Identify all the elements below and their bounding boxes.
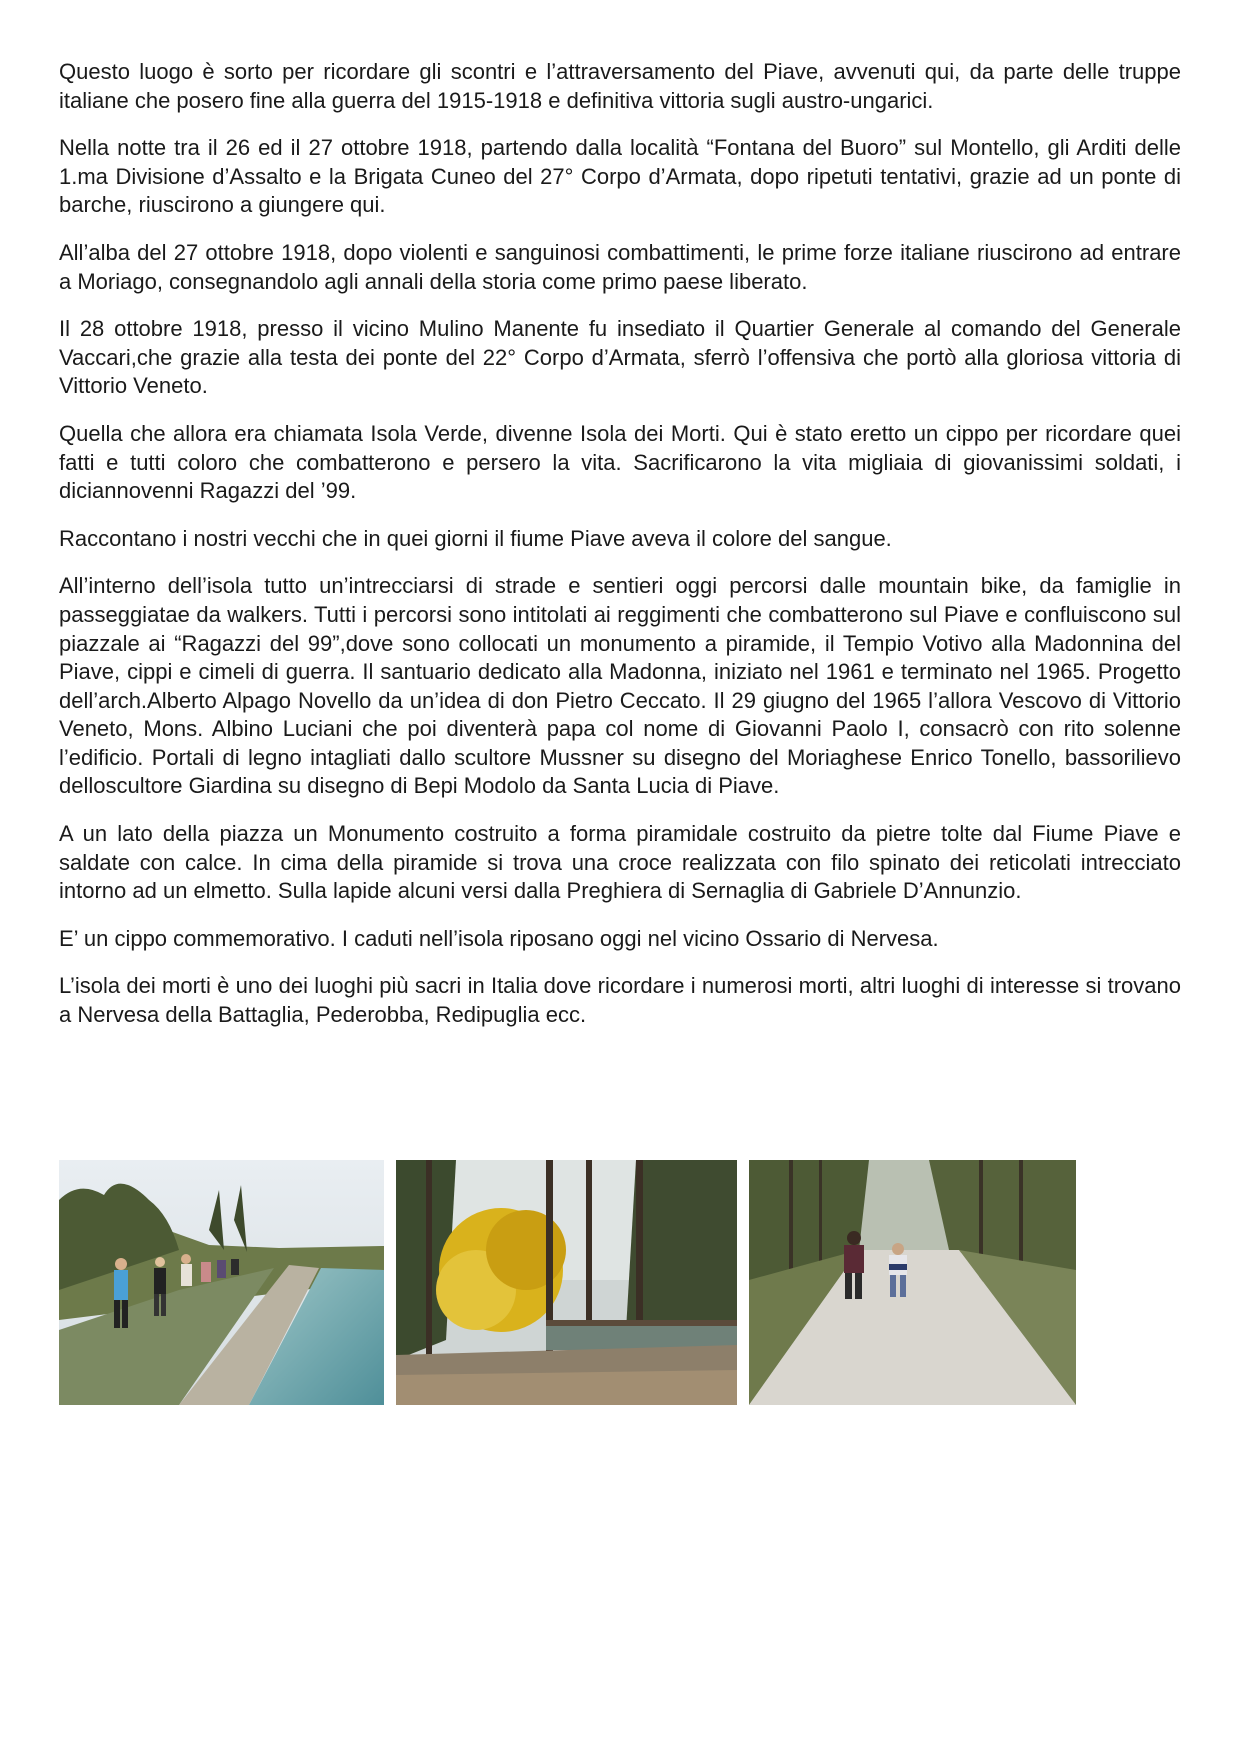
photo-autumn-pond xyxy=(396,1160,737,1405)
paragraph-1: Questo luogo è sorto per ricordare gli scontri e l’attraversamento del Piave, avvenuti qui, da parte delle truppe italiane che posero fine alla guerra del 1915-1918 e definitiva vittoria sugli austro-ungarici. xyxy=(59,59,1181,113)
photo-gravel-path xyxy=(749,1160,1076,1405)
paragraph-4: Il 28 ottobre 1918, presso il vicino Mulino Manente fu insediato il Quartier Generale al comando del Generale Vaccari,che grazie alla testa dei ponte del 22° Corpo d’Armata, sferrò l’offensiva che portò alla gloriosa vittoria di Vittorio Veneto. xyxy=(59,316,1181,399)
paragraph-7: All’interno dell’isola tutto un’intrecciarsi di strade e sentieri oggi percorsi dalle mountain bike, da famiglie in passeggiatae da walkers. Tutti i percorsi sono intitolati ai reggimenti che combatterono sul Piave e confluiscono sul piazzale ai “Ragazzi del 99”,dove sono collocati un monumento a piramide, il Tempio Votivo alla Madonnina del Piave, cippi e cimeli di guerra. Il santuario dedicato alla Madonna, iniziato nel 1961 e terminato nel 1965. Progetto dell’arch.Alberto Alpago Novello da un’idea di don Pietro Ceccato. Il 29 giugno del 1965 l’allora Vescovo di Vittorio Veneto, Mons. Albino Luciani che poi diventerà papa col nome di Giovanni Paolo I, consacrò con rito solenne l’edificio. Portali di legno intagliati dallo scultore Mussner su disegno del Moriaghese Enrico Tonello, bassorilievo delloscultore Giardina su disegno di Bepi Modolo da Santa Lucia di Piave. xyxy=(59,573,1181,799)
paragraph-2: Nella notte tra il 26 ed il 27 ottobre 1918, partendo dalla località “Fontana del Buoro” sul Montello, gli Arditi delle 1.ma Divisione d’Assalto e la Brigata Cuneo del 27° Corpo d’Armata, dopo ripetuti tentativi, grazie ad un ponte di barche, riuscirono a giungere qui. xyxy=(59,135,1181,218)
paragraph-9: E’ un cippo commemorativo. I caduti nell’isola riposano oggi nel vicino Ossario di Nervesa. xyxy=(59,925,939,951)
paragraph-5: Quella che allora era chiamata Isola Verde, divenne Isola dei Morti. Qui è stato eretto un cippo per ricordare quei fatti e tutti coloro che combatterono e persero la vita. Sacrificarono la vita migliaia di giovanissimi soldati, i diciannovenni Ragazzi del ’99. xyxy=(59,420,1181,504)
photo-walkers-canal xyxy=(59,1160,384,1405)
paragraph-10: L’isola dei morti è uno dei luoghi più sacri in Italia dove ricordare i numerosi morti, altri luoghi di interesse si trovano a Nervesa della Battaglia, Pederobba, Redipuglia ecc. xyxy=(59,973,1181,1028)
paragraph-3: All’alba del 27 ottobre 1918, dopo violenti e sanguinosi combattimenti, le prime forze italiane riuscirono ad entrare a Moriago, consegnandolo agli annali della storia come primo paese liberato. xyxy=(59,239,1181,294)
paragraph-8: A un lato della piazza un Monumento costruito a forma piramidale costruito da pietre tolte dal Fiume Piave e saldate con calce. In cima della piramide si trova una croce realizzata con filo spinato dei reticolati intrecciato intorno ad un elmetto. Sulla lapide alcuni versi dalla Preghiera di Sernaglia di Gabriele D’Annunzio. xyxy=(59,821,1181,904)
photo-strip xyxy=(59,1160,1069,1405)
paragraph-6: Raccontano i nostri vecchi che in quei giorni il fiume Piave aveva il colore del sangue. xyxy=(59,525,892,551)
document-body xyxy=(59,58,1181,1049)
